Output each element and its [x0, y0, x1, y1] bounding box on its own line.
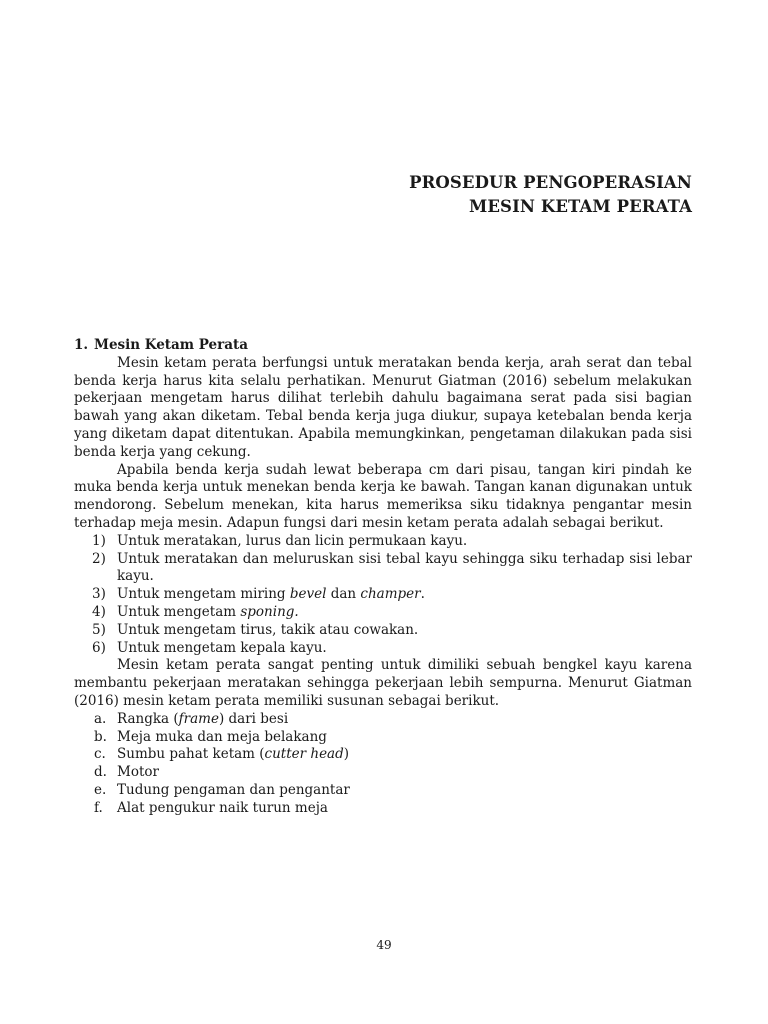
list-item-term: cutter head	[264, 746, 344, 763]
list-marker: b.	[94, 728, 107, 745]
list-item-text-pre: Untuk mengetam miring	[117, 586, 290, 603]
page-number: 49	[376, 938, 392, 952]
list-item-text: Motor	[117, 764, 159, 781]
list-item-text: Meja muka dan meja belakang	[117, 728, 327, 745]
list-marker: e.	[94, 781, 107, 798]
list-item-text: Untuk meratakan, lurus dan licin permukaan kayu.	[117, 532, 468, 549]
list-item	[74, 746, 692, 764]
document-body	[74, 337, 692, 818]
list-item-text-mid: dan	[326, 586, 361, 603]
list-item-text: Alat pengukur naik turun meja	[117, 799, 328, 816]
list-item-term: champer	[360, 586, 421, 603]
list-marker: 6)	[92, 639, 106, 656]
list-marker: 4)	[92, 603, 106, 620]
list-marker: a.	[94, 710, 107, 727]
list-marker: 3)	[92, 586, 106, 603]
list-item	[74, 586, 692, 604]
list-item	[74, 533, 692, 551]
list-item	[74, 764, 692, 782]
list-item	[74, 729, 692, 747]
list-item-text-post: .	[420, 586, 425, 603]
chapter-title-line-2: MESIN KETAM PERATA	[469, 197, 692, 216]
list-item-text-post: ) dari besi	[218, 710, 289, 727]
chapter-title-line-1: PROSEDUR PENGOPERASIAN	[409, 173, 692, 192]
list-item-text: Tudung pengaman dan pengantar	[117, 781, 350, 798]
parts-list	[74, 711, 692, 818]
list-marker: d.	[94, 764, 107, 781]
list-item	[74, 800, 692, 818]
paragraph-1: Mesin ketam perata berfungsi untuk meratakan benda kerja, arah serat dan tebal benda kerja harus kita selalu perhatikan. Menurut Giatman (2016) sebelum melakukan pekerjaan mengetam harus dilihat terlebih dahulu bagaimana serat pada sisi bagian bawah yang akan diketam. Tebal benda kerja juga diukur, supaya ketebalan benda kerja yang diketam dapat ditentukan. Apabila memungkinkan, pengetaman dilakukan pada sisi benda kerja yang cekung.	[74, 354, 692, 460]
chapter-title	[409, 171, 692, 219]
section-number: 1.	[74, 337, 89, 353]
list-marker: c.	[94, 746, 106, 763]
list-marker: 5)	[92, 621, 106, 638]
list-item	[74, 604, 692, 622]
list-item	[74, 711, 692, 729]
list-item-text-post: )	[343, 746, 350, 763]
list-item-text-pre: Rangka (	[117, 710, 179, 727]
list-item-text-pre: Untuk mengetam	[117, 603, 241, 620]
list-item-term: bevel	[289, 586, 327, 603]
list-item	[74, 782, 692, 800]
list-item-text-pre: Sumbu pahat ketam (	[117, 746, 265, 763]
section-heading	[74, 337, 692, 355]
list-item-term: sponing.	[240, 603, 299, 620]
list-marker: 2)	[92, 550, 106, 567]
list-item	[74, 622, 692, 640]
list-item-text: Untuk mengetam kepala kayu.	[117, 639, 327, 656]
paragraph-2: Apabila benda kerja sudah lewat beberapa cm dari pisau, tangan kiri pindah ke muka benda kerja untuk menekan benda kerja ke bawah. Tangan kanan digunakan untuk mendorong. Sebelum menekan, kita harus memeriksa siku tidaknya pengantar mesin terhadap meja mesin. Adapun fungsi dari mesin ketam perata adalah sebagai berikut.	[74, 461, 692, 531]
list-item-term: frame	[178, 710, 219, 727]
paragraph-3: Mesin ketam perata sangat penting untuk dimiliki sebuah bengkel kayu karena membantu pekerjaan meratakan sehingga pekerjaan lebih sempurna. Menurut Giatman (2016) mesin ketam perata memiliki susunan sebagai berikut.	[74, 657, 692, 709]
functions-list	[74, 533, 692, 658]
list-item-text: Untuk meratakan dan meluruskan sisi tebal kayu sehingga siku terhadap sisi lebar kayu.	[117, 550, 692, 585]
list-item-text: Untuk mengetam tirus, takik atau cowakan.	[117, 621, 419, 638]
list-item	[74, 640, 692, 658]
list-item	[74, 551, 692, 587]
list-marker: 1)	[92, 532, 106, 549]
section-heading-text: Mesin Ketam Perata	[94, 337, 248, 353]
list-marker: f.	[94, 799, 103, 816]
